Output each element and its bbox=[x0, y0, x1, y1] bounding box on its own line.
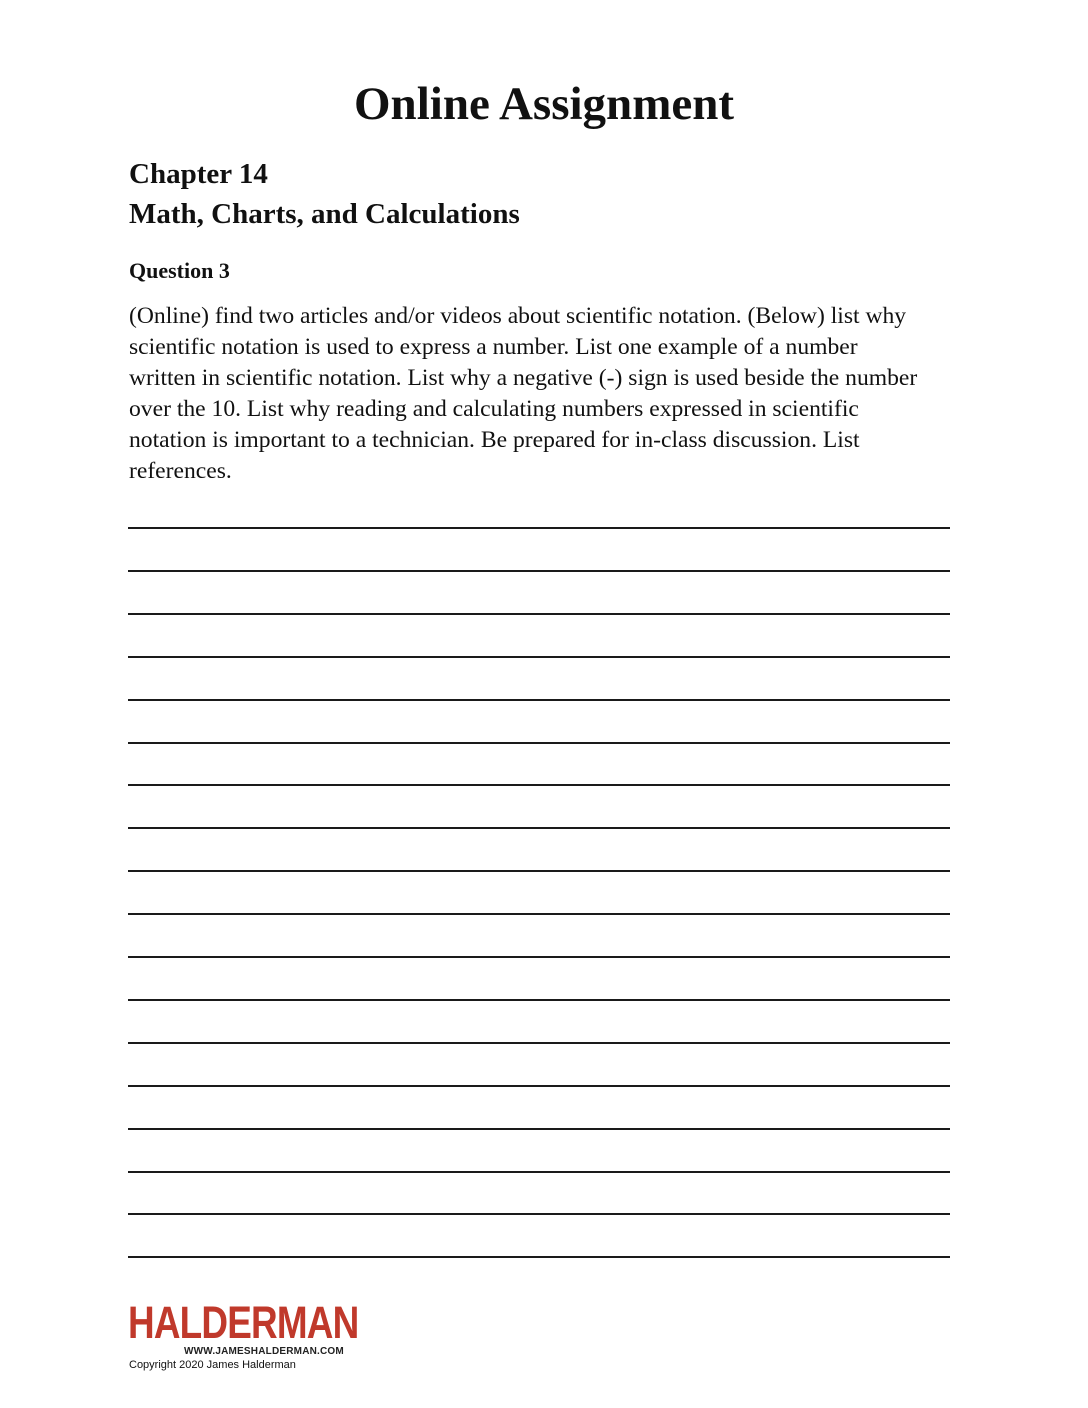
answer-line[interactable] bbox=[128, 570, 950, 572]
answer-line[interactable] bbox=[128, 1256, 950, 1258]
question-label: Question 3 bbox=[129, 258, 230, 283]
question-line: references. bbox=[129, 458, 232, 484]
answer-line[interactable] bbox=[128, 742, 950, 744]
answer-line[interactable] bbox=[128, 784, 950, 786]
question-line: written in scientific notation. List why a negative (-) sign is used beside the number bbox=[129, 365, 918, 391]
answer-line[interactable] bbox=[128, 999, 950, 1001]
halderman-logo: HALDERMAN bbox=[128, 1297, 359, 1348]
answer-line[interactable] bbox=[128, 827, 950, 829]
answer-line[interactable] bbox=[128, 699, 950, 701]
answer-line[interactable] bbox=[128, 527, 950, 529]
answer-line[interactable] bbox=[128, 870, 950, 872]
answer-line[interactable] bbox=[128, 613, 950, 615]
answer-line[interactable] bbox=[128, 1213, 950, 1215]
page-title: Online Assignment bbox=[354, 78, 734, 130]
question-line: over the 10. List why reading and calculating numbers expressed in scientific bbox=[129, 396, 859, 422]
question-text bbox=[129, 301, 969, 487]
answer-line[interactable] bbox=[128, 1042, 950, 1044]
answer-line[interactable] bbox=[128, 1085, 950, 1087]
copyright-notice: Copyright 2020 James Halderman bbox=[129, 1359, 296, 1371]
answer-line[interactable] bbox=[128, 656, 950, 658]
answer-line[interactable] bbox=[128, 913, 950, 915]
answer-line[interactable] bbox=[128, 1171, 950, 1173]
answer-line[interactable] bbox=[128, 956, 950, 958]
question-line: (Online) find two articles and/or videos about scientific notation. (Below) list why bbox=[129, 303, 907, 329]
question-line: scientific notation is used to express a number. List one example of a number bbox=[129, 334, 858, 360]
chapter-heading: Chapter 14 bbox=[129, 158, 268, 190]
question-line: notation is important to a technician. Be prepared for in-class discussion. List bbox=[129, 427, 860, 453]
answer-line[interactable] bbox=[128, 1128, 950, 1130]
chapter-subtitle: Math, Charts, and Calculations bbox=[129, 198, 520, 230]
logo-website: WWW.JAMESHALDERMAN.COM bbox=[184, 1346, 344, 1357]
